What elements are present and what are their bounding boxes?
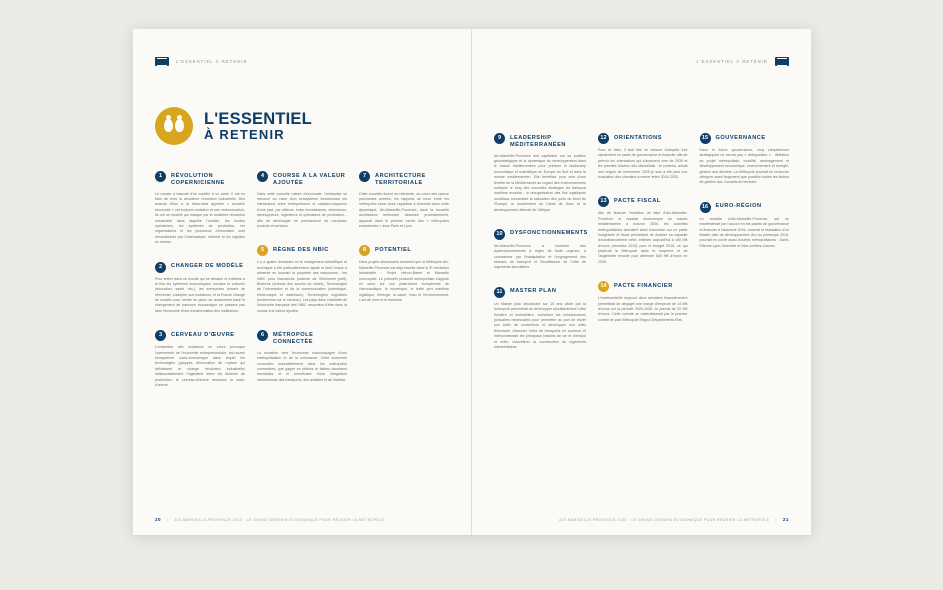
item-number: 2 [155,262,166,273]
item-number: 11 [494,287,505,298]
right-column-3 [700,133,790,366]
item-title: RÈGNE DES NBIC [273,246,329,253]
document-spread [133,29,811,535]
item-header [155,262,245,273]
list-item [494,287,586,351]
item-title: MÉTROPOLE CONNECTÉE [273,331,314,346]
item-title: EURO-RÉGION [715,203,762,210]
running-head-label: L'ESSENTIEL À RETENIR [176,58,248,64]
item-header [700,202,790,213]
list-item [494,229,586,271]
item-number: 5 [257,245,268,256]
item-title: LEADERSHIP MÉDITERRANÉEN [510,134,566,149]
left-running-head [155,55,449,67]
item-body: Un Master plan structurant sur 15 ans piloté par la métropole permettrait de développer simultanément l'offre foncière et immobilière, constituer les infrastructures portuaires nécessaires pour permettre au port de tripler son trafic de conteneurs et développer son trafic ferroviaire, d'assurer l'offre de transports en commun et interconnectant les principaux bassins de vie et d'emploi et enfin, d'accélérer la construction de logements intermédiaires. [494,301,586,349]
page-title [204,111,312,142]
item-title: CHANGER DE MODÈLE [171,263,244,269]
list-item [257,330,347,383]
list-item [359,245,449,303]
left-column-3 [359,171,449,404]
item-header [598,281,688,292]
item-number: 1 [155,171,166,182]
item-number: 13 [598,196,609,207]
item-header [257,330,347,347]
item-number: 16 [700,202,711,213]
item-body: Il y a quatre domaines où le changement scientifique et technique a été particulièrement rapide et dont l'essor a alimenté en fourrant la propriété des ressources : les NBIC pour Nanotechs (science de l'infiniment petit), Biotechs (science des savoirs du vivant), Technologies de l'Information et de la communication (numérique, électronique et matériaux), Technologies cognitives (recherches sur le cerveau). Les pays dans l'oubliette de l'économie française des NBIC ressortent d'être dans la course à la valeur ajoutée. [257,260,347,313]
item-number: 9 [494,133,505,144]
item-body: Pour ce faire, il faut être en mesure d'adopter très rapidement un pacte de gouvernance et financier afin de prévoir les orientations qui s'avancent vers de 2030 et les priorités d'action des Marseillais : le contenu, aimait une origine de remembrer 2025 je suis a été peut une évaluation des chantiers à mener entre 2016-2030. [598,148,688,179]
list-item [700,133,790,186]
item-header [155,171,245,188]
list-item [257,171,347,229]
right-page [472,29,811,535]
item-body: Dans cette nouvelle nature d'économie, l'entreprise se retrouve au cœur d'un écosystème fonctionnant les interactions entre entrepreneurs et capitaux-risqueurs d'une part, par ailleurs, entre investisseurs, chercheurs, développeurs, ingénieurs et opérateurs de production... afin de développer en permanence de nouveaux produits et services. [257,191,347,228]
item-body: La mutation vers l'économie s'accompagne d'une métropolisation et de la croissance. Cette économie connectée essentiellement dans les métropoles connectées, que gagne en bêtises et faibles favorisent mondiales et el bénéficient d'une intégration harmonieuse des transports, des activités et de l'habitat. [257,350,347,382]
item-title: DYSFONCTIONNEMENTS [510,230,588,237]
item-header [155,330,245,341]
item-body: L'ensemble des mutations en cours provoque l'avènement de l'économie entrepreneuriale, soi-nouvel écosystème socio-économique dans lequel les technologies (grappes d'innovation de rupture qui définissent et change révolution industrielle) indissociablement l'ingénierie entre les facteurs de production, le cerveau-d'œuvre remplace la main-d'œuvre. [155,345,245,387]
item-body: Pour entrer dans ce monde qui se dessine et s'affirme à la fois les systèmes économiques, sociaux et culturels (éducation, santé, etc.), les entreprises doivent se réinventer, s'adapter aux mutations, et la France change de modèle pour mettre en place un classement basé le changement de parcours économique ne passera pas faire l'économie d'une transformation des institutions. [155,276,245,313]
item-number: 3 [155,330,166,341]
people-icon [155,107,193,145]
page-number: 20 [155,517,162,522]
footer-text: AIX-MARSEILLE-PROVENCE 2030 · LE GRAND DESSEIN ÉCONOMIQUE POUR RÉUSSIR LA MÉTROPOLE [559,517,770,522]
list-item [155,330,245,388]
footer-text: AIX-MARSEILLE-PROVENCE 2030 · LE GRAND DESSEIN ÉCONOMIQUE POUR RÉUSSIR LA MÉTROPOLE [174,517,385,522]
item-header [494,229,586,240]
right-running-head [494,55,789,67]
item-number: 6 [257,330,268,341]
item-number: 15 [700,133,711,144]
list-item [598,281,688,323]
item-title: COURSE À LA VALEUR AJOUTÉE [273,172,346,187]
list-item [494,133,586,213]
item-title: RÉVOLUTION COPERNICIENNE [171,172,225,187]
item-title: GOUVERNANCE [715,134,766,141]
item-body: Le monde a basculé d'un modèle à un autre. Il est en train de vivre la deuxième révolution industrielle. Des acteurs d'hier à la désormais appelée « nouvelle économie » ont toujours mutation et une restructuration, ils ont un modèle qui marque par la troisième révolution industrielle dans laquelle l'activité, les modes opératoires, les systèmes de production, les organisations et les processus d'innovation sont révolutionnés par l'informatique, Internet et les logiciels en réseau. [155,191,245,245]
item-title: MASTER PLAN [510,288,557,295]
right-columns [494,133,789,366]
footer-separator: | [167,517,169,522]
item-header [598,196,688,207]
left-columns [155,171,449,404]
list-item [155,171,245,246]
item-number: 12 [598,133,609,144]
item-header [494,133,586,150]
list-item [359,171,449,229]
item-header [359,245,449,256]
item-body: Dans la future gouvernance, cinq compétences stratégiques ne seront pas « déléguables » : définition du projet métropolitain, mobilité, aménagement et développement économique, environnement et énergie, gestion des déchets. La Métropole pourrait en revanche déléguer aussi largement que possible toutes les tâches de gestion aux Conseils de territoire. [699,148,789,185]
page-number: 21 [782,517,789,522]
item-body: L'incrémentielle emprunt deux semaient financièrement permettrait de dégager une marge d'emprunt de 14 M€ d'euros sur la période 2020-2030. Je prends de 20 M€ d'euros. Cette volonté se matérialiserait par le premier contrat de plan Métropole Région Départements État. [598,296,688,322]
masthead [155,107,449,145]
item-header [598,133,688,144]
list-item [257,245,347,314]
right-footer [494,517,789,522]
logo-icon [155,57,169,66]
item-number: 4 [257,171,268,182]
logo-icon [775,57,789,66]
list-item [598,196,688,265]
item-body: Aix-Marseille-Provence doit capitaliser sur sa position géostratégique et la dynamique du développement dans le bassin méditerranéen pour préciser le leadership économique et scientifique en Europe du Sud et dans le monde méditerranéen. Elle bénéficie pour cela d'une fenêtre de la Méditerranée au regard des environnements entrepris le long des nouvelles stratégies du transport maritime mondial : la réorganisation des flux logistiques mondiaux connectant la saturation des ports du Nord de l'Europe, le doublement du Canal de Suez et le développement attendu de l'Afrique. [494,153,586,212]
list-item [155,262,245,315]
item-header [359,171,449,188]
item-body: Deux projets structurants montrent que la Métropole Aix-Marseille-Provence est déjà inscrite dans la 3ᵉ révolution industrielle : Projet Hénon-Babet et Marseille Innovopôle. Le potentiel productif métropolitain s'appuie en outre sur une plate-forme européenne de l'aéronautique, le numérique, le traité port maritime logistique, l'énergie, la santé, l'eau et l'environnement. L'art de vivre et le tourisme. [359,260,449,303]
list-item [598,133,688,180]
item-body: Afin de financer l'ambition de faire d'Aix-Marseille-Provence la capitale économique du bassin méditerranéen à horizon 2030, les autorités métropolitaines devraient alors s'accorder sur un pacte budgétaire et fiscal permettant de doubler sa capacité d'autofinancement nette, estimée aujourd'hui à 150 M€ d'euros (données 2015) pour le budget 2018, ce qui placerait la Métropole dans la moyenne et de l'augmenter ensuite pour atteindre 600 M€ d'euros en 2030. [598,211,688,264]
item-header [257,245,347,256]
left-footer [155,517,449,522]
right-column-1 [494,133,586,366]
item-number: 8 [359,245,370,256]
item-number: 7 [359,171,370,182]
item-body: Cette nouvelle donne se réinvente, au cours des quinze prochaines années, les rapports de force entre les métropoles selon leurs capacités à s'inscrire dans cette dynamique. Aix-Marseille-Provence, dans la nouvelle architecture territoriale dessinée prochainement, apparaît dans le premier cercle des « métropoles eurasiennes » avec Paris et Lyon. [359,191,449,228]
running-head-label: L'ESSENTIEL À RETENIR [696,58,768,64]
footer-separator: | [775,517,777,522]
left-page [133,29,472,535]
page-title-line1: L'ESSENTIEL [204,109,312,128]
item-body: La réussite d'Aix-Marseille-Provence, qui se manifesterait par l'accord en les pactes de gouvernance et financier à l'automne 2016, ouvrirait la réalisation d'un Master plan de développement d'ici au printemps 2018, pourrait en ouvrir aussi d'autres métropolitaines : Saint-Étienne-Lyon-Grenoble et Nice-Antibes-Cannes. [699,216,789,248]
item-number: 10 [494,229,505,240]
item-body: Aix-Marseille-Provence a toutefois des dysfonctionnements à régler de toute urgence, à commencer par l'inadaptation et l'engorgement des réseaux de transport et l'insuffisance de l'offre de logements abordables. [494,243,586,270]
left-column-2 [257,171,347,404]
list-item [700,202,790,249]
item-title: PACTE FINANCIER [614,282,673,289]
item-title: ORIENTATIONS [614,134,663,141]
left-column-1 [155,171,245,404]
item-header [700,133,790,144]
item-number: 14 [598,281,609,292]
item-title: CERVEAU D'ŒUVRE [171,331,235,338]
item-title: PACTE FISCAL [614,197,661,204]
item-title: ARCHITECTURE TERRITORIALE [375,172,426,187]
page-title-line2: À RETENIR [204,126,285,142]
right-column-2 [598,133,688,366]
item-title: POTENTIEL [375,246,412,253]
item-header [257,171,347,188]
item-header [494,287,586,298]
